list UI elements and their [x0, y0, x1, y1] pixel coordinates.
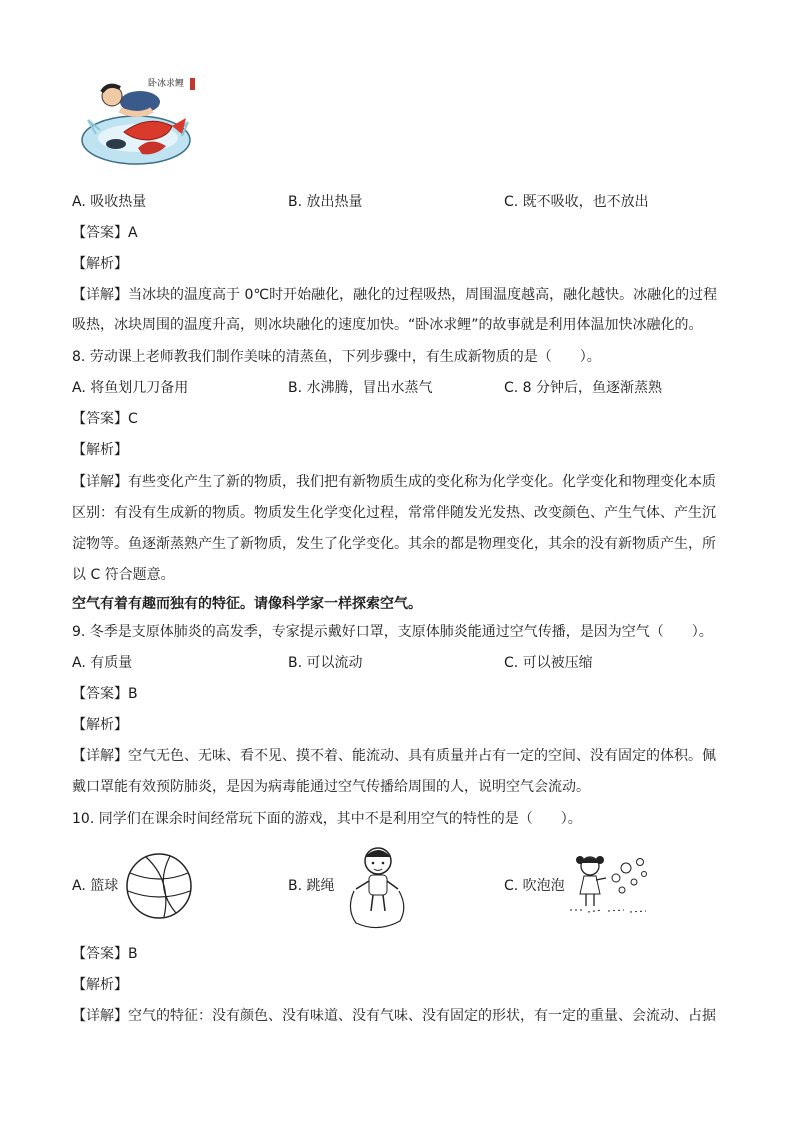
q9-option-b: B. 可以流动 [288, 655, 363, 671]
q7-option-a: A. 吸收热量 [72, 194, 147, 210]
q7-answer: 【答案】A [72, 225, 138, 241]
q10-answer: 【答案】B [72, 946, 138, 962]
q7-detail-line: 【详解】当冰块的温度高于 0℃时开始融化，融化的过程吸热，周围温度越高，融化越快。冰融化的过程 [72, 287, 718, 303]
q8-answer: 【答案】C [72, 411, 138, 427]
section-heading: 空气有着有趣而独有的特征。请像科学家一样探索空气。 [72, 596, 422, 612]
q8-detail-line: 淀物等。鱼逐渐蒸熟产生了新物质，发生了化学变化。其余的都是物理变化，其余的没有新物质产生，所 [72, 536, 716, 552]
q9-answer: 【答案】B [72, 686, 138, 702]
red-seal [190, 78, 195, 90]
q8-detail-line: 区别：有没有生成新的物质。物质发生化学变化过程，常常伴随发光发热、改变颜色、产生气体、产生沉 [72, 505, 716, 521]
q10-option-a: A. 篮球 [72, 878, 119, 894]
q9-option-a: A. 有质量 [72, 655, 133, 671]
bubble-blowing-icon [568, 850, 652, 920]
q10-option-c: C. 吹泡泡 [504, 878, 565, 894]
q7-option-c: C. 既不吸收，也不放出 [504, 194, 649, 210]
jump-rope-icon [342, 843, 412, 929]
q9-stem: 9. 冬季是支原体肺炎的高发季，专家提示戴好口罩，支原体肺炎能通过空气传播，是因为空气（ ）。 [72, 624, 713, 640]
q10-option-b: B. 跳绳 [288, 878, 335, 894]
wo-bing-qiu-li-illustration [78, 74, 198, 170]
q8-detail-line: 以 C 符合题意。 [72, 567, 175, 583]
q8-detail-line: 【详解】有些变化产生了新的物质，我们把有新物质生成的变化称为化学变化。化学变化和物理变化本质 [72, 474, 716, 490]
illustration-caption: 卧冰求鲤 [148, 79, 185, 89]
q8-analysis-label: 【解析】 [72, 442, 128, 458]
basketball-icon [124, 851, 194, 921]
q9-analysis-label: 【解析】 [72, 717, 128, 733]
q10-detail-line: 【详解】空气的特征：没有颜色、没有味道、没有气味、没有固定的形状，有一定的重量、会流动、占据 [72, 1008, 716, 1024]
q8-option-b: B. 水沸腾，冒出水蒸气 [288, 380, 433, 396]
q8-stem: 8. 劳动课上老师教我们制作美味的清蒸鱼，下列步骤中，有生成新物质的是（ ）。 [72, 349, 601, 365]
q8-option-c: C. 8 分钟后，鱼逐渐蒸熟 [504, 380, 663, 396]
q10-stem: 10. 同学们在课余时间经常玩下面的游戏，其中不是利用空气的特性的是（ ）。 [72, 811, 582, 827]
q9-option-c: C. 可以被压缩 [504, 655, 593, 671]
q9-detail-line: 戴口罩能有效预防肺炎，是因为病毒能通过空气传播给周围的人，说明空气会流动。 [72, 779, 590, 795]
q8-option-a: A. 将鱼划几刀备用 [72, 380, 189, 396]
q7-detail-line: 吸热，冰块周围的温度升高，则冰块融化的速度加快。“卧冰求鲤”的故事就是利用体温加快冰融化的。 [72, 317, 703, 333]
q9-detail-line: 【详解】空气无色、无味、看不见、摸不着、能流动、具有质量并占有一定的空间、没有固定的体积。佩 [72, 748, 716, 764]
q10-analysis-label: 【解析】 [72, 977, 128, 993]
q7-option-b: B. 放出热量 [288, 194, 363, 210]
q7-analysis-label: 【解析】 [72, 256, 128, 272]
